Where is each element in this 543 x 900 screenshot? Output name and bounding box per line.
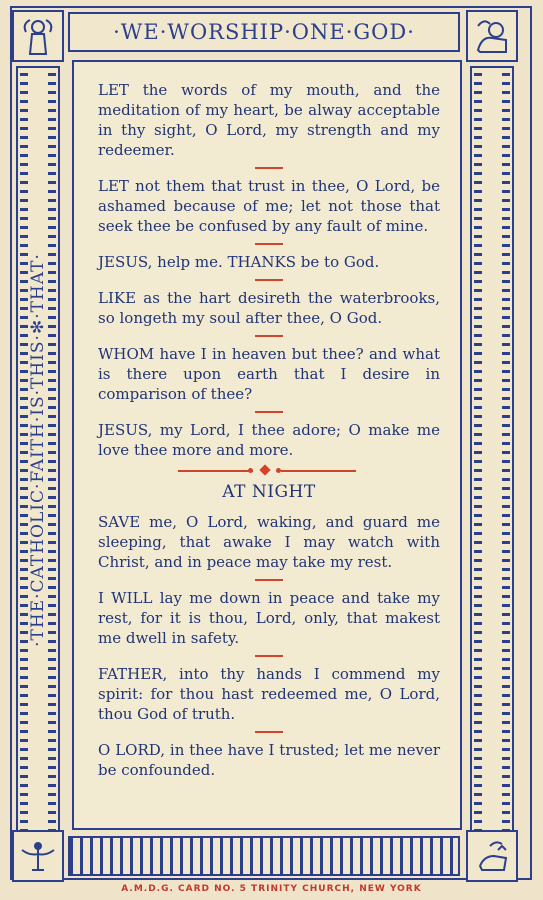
red-separator: [255, 411, 283, 413]
red-separator: [255, 243, 283, 245]
prayer-paragraph: LET not them that trust in thee, O Lord, be ashamed because of me; let not those that seek thee be confused by any fault of mine.: [98, 177, 440, 235]
prayer-paragraph: LET the words of my mouth, and the meditation of my heart, be alway acceptable in thy sight, O Lord, my strength and my redeemer.: [98, 81, 440, 159]
red-separator: [255, 655, 283, 657]
angel-emblem-icon: [12, 10, 64, 62]
red-separator: [255, 579, 283, 581]
prayer-paragraph: LIKE as the hart desireth the waterbrooks, so longeth my soul after thee, O God.: [98, 289, 440, 327]
prayer-paragraph: O LORD, in thee have I trusted; let me never be confounded.: [98, 741, 440, 779]
ornamental-divider: [98, 466, 440, 476]
red-separator: [255, 279, 283, 281]
prayer-paragraph: JESUS, my Lord, I thee adore; O make me love thee more and more.: [98, 421, 440, 459]
red-separator: [255, 167, 283, 169]
left-side-text: ·THE·CATHOLIC·FAITH·IS·THIS·✻·THAT·: [28, 253, 48, 647]
section-heading: AT NIGHT: [222, 482, 316, 502]
prayer-paragraph: WHOM have I in heaven but thee? and what is there upon earth that I desire in comparison of thee?: [98, 345, 440, 403]
right-border-band: [470, 66, 514, 834]
top-title: ·WE·WORSHIP·ONE·GOD·: [113, 20, 415, 44]
prayer-paragraph: JESUS, help me. THANKS be to God.: [98, 253, 380, 271]
eagle-emblem-icon: [12, 830, 64, 882]
prayer-paragraph: SAVE me, O Lord, waking, and guard me sleeping, that awake I may watch with Christ, and in peace may take my rest.: [98, 513, 440, 571]
red-separator: [255, 731, 283, 733]
winged-lion-emblem-icon: [466, 10, 518, 62]
prayer-paragraph: I WILL lay me down in peace and take my rest, for it is thou, Lord, only, that makest me dwell in safety.: [98, 589, 440, 647]
card-footer: A.M.D.G. CARD NO. 5 TRINITY CHURCH, NEW YORK: [121, 884, 422, 894]
prayer-paragraph: FATHER, into thy hands I commend my spirit: for thou hast redeemed me, O Lord, thou God of truth.: [98, 665, 440, 723]
red-separator: [255, 335, 283, 337]
bottom-border-band: [68, 836, 460, 876]
prayer-content: [98, 80, 440, 780]
winged-ox-emblem-icon: [466, 830, 518, 882]
